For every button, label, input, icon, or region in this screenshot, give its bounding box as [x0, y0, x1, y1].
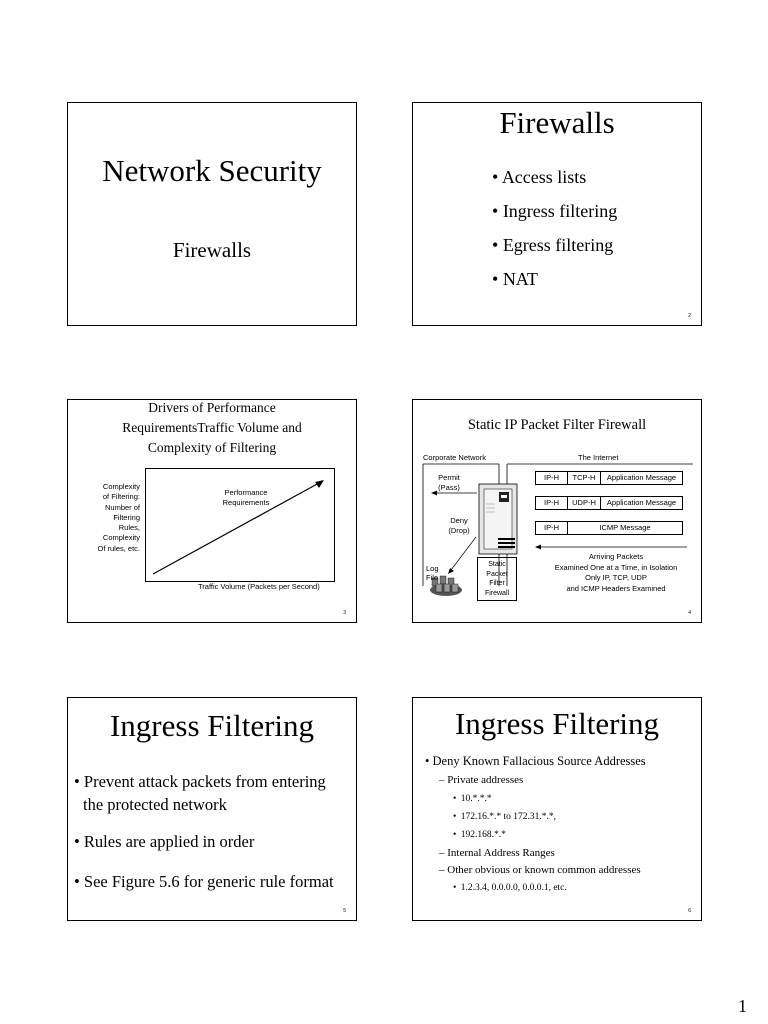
slide-1-subtitle: Firewalls	[172, 238, 252, 262]
slide-5-bullet-3: • See Figure 5.6 for generic rule format	[74, 872, 334, 891]
slide-6-level3-item: • 172.16.*.* to 172.31.*.*,	[453, 812, 556, 822]
slide-number: 2	[688, 313, 691, 319]
slide-1	[67, 102, 357, 326]
deny-label: Deny (Drop)	[448, 516, 470, 535]
slide-1-title: Network Security	[102, 153, 322, 188]
arrow-head	[315, 480, 324, 488]
chart-frame	[146, 469, 335, 582]
slide-6-level2-item: – Internal Address Ranges	[439, 847, 555, 859]
packet-udp: IP-H UDP-H Application Message	[535, 496, 683, 510]
slide-2-bullet-1: • Access lists	[492, 167, 587, 187]
internet-label: The Internet	[578, 453, 619, 462]
slide-5	[67, 697, 357, 921]
slide-2-bullet-3: • Egress filtering	[492, 235, 614, 255]
slide-5-bullet-1: • Prevent attack packets from entering the protected network	[74, 772, 326, 814]
line-label: Performance Requirements	[222, 488, 270, 507]
performance-chart	[145, 468, 335, 582]
slide-4	[412, 399, 702, 623]
slide-5-title: Ingress Filtering	[109, 708, 315, 743]
slide-3-title-line-3: Complexity of Filtering	[147, 440, 277, 455]
slide-3-title-line-1: Drivers of Performance	[148, 400, 276, 415]
slide-6-level3-item: • 192.168.*.*	[453, 830, 506, 840]
slide-6-level3-item: • 1.2.3.4, 0.0.0.0, 0.0.0.1, etc.	[453, 883, 567, 893]
slide-6-level2-item: – Other obvious or known common addresses	[439, 864, 641, 876]
slide-number: 6	[688, 908, 691, 914]
slide-2-bullet-4: • NAT	[492, 269, 538, 289]
y-axis-label: Complexity of Filtering: Number of Filtering Rules, Complexity Of rules, etc.	[97, 482, 140, 553]
packet-icmp: IP-H ICMP Message	[535, 521, 683, 535]
slide-number: 5	[343, 908, 346, 914]
slide-5-bullet-2: • Rules are applied in order	[74, 832, 255, 851]
slide-6-title: Ingress Filtering	[454, 706, 660, 741]
corporate-network-label: Corporate Network	[423, 453, 486, 462]
log-file-label: Log File	[426, 564, 439, 582]
slide-2-title: Firewalls	[499, 105, 615, 140]
slide-2	[412, 102, 702, 326]
x-axis-label: Traffic Volume (Packets per Second)	[198, 582, 320, 591]
static-packet-filter-firewall-box: Static Packet Filter Firewall	[477, 557, 517, 601]
slide-6-level3-item: • 10.*.*.*	[453, 794, 492, 804]
slide-6-level1-item: • Deny Known Fallacious Source Addresses	[425, 754, 646, 768]
log-arrow	[451, 537, 476, 570]
slide-number: 4	[688, 610, 691, 616]
page-number: 1	[738, 996, 747, 1016]
slide-2-bullet-2: • Ingress filtering	[492, 201, 618, 221]
slide-3-title-line-2: RequirementsTraffic Volume and	[122, 420, 302, 435]
arriving-packets-caption: Arriving Packets Examined One at a Time, in Isolation Only IP, TCP, UDP and ICMP Headers Examined	[554, 552, 678, 593]
slide-6-level2-item: – Private addresses	[439, 774, 524, 786]
slide-number: 3	[343, 610, 346, 616]
slide-6	[412, 697, 702, 921]
packet-tcp: IP-H TCP-H Application Message	[535, 471, 683, 485]
permit-label: Permit (Pass)	[438, 473, 460, 492]
slide-4-title: Static IP Packet Filter Firewall	[467, 417, 647, 433]
slide-3	[67, 399, 357, 623]
firewall-icon	[479, 484, 517, 554]
